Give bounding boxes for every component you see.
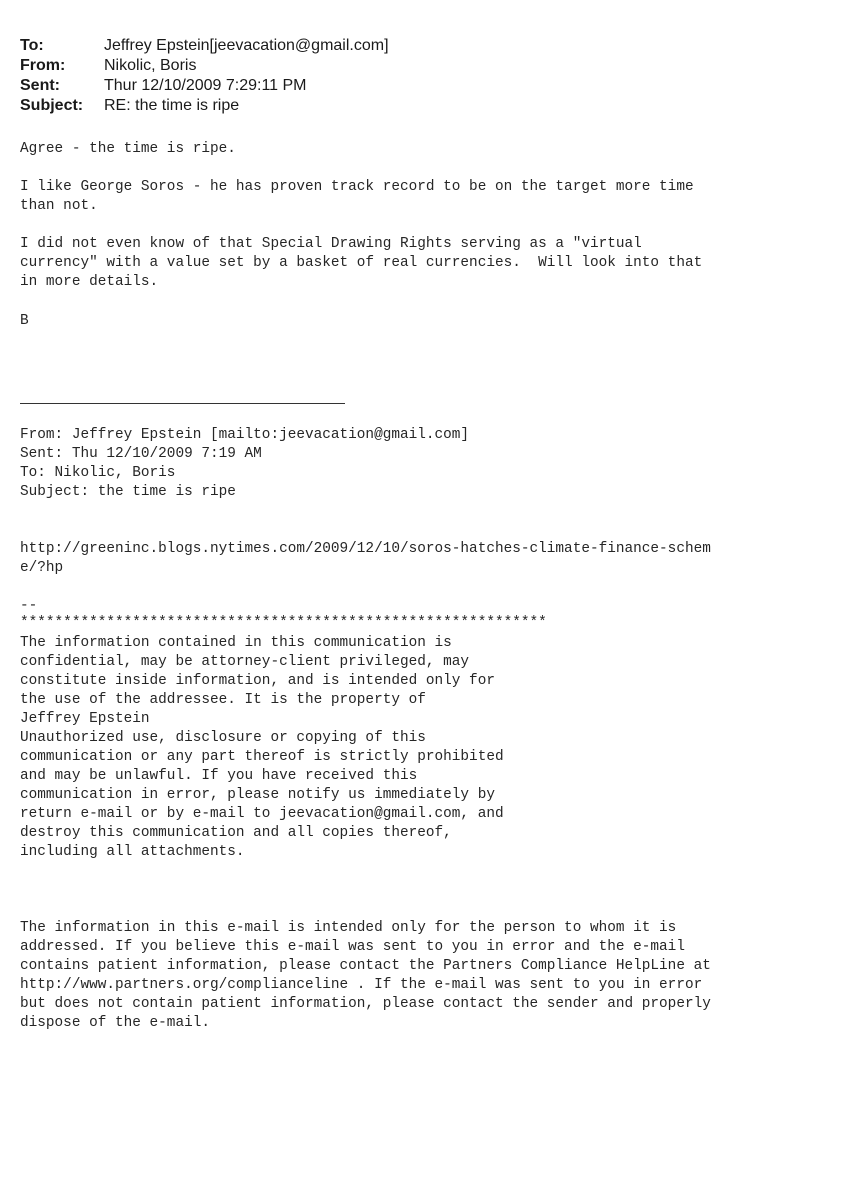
- signature-stars: *************************************************************: [20, 615, 547, 631]
- original-subject: Subject: the time is ripe: [20, 484, 236, 500]
- reply-signature: B: [20, 313, 29, 329]
- disclaimer-1-line-12: including all attachments.: [20, 844, 245, 860]
- article-link-line-2[interactable]: e/?hp: [20, 560, 64, 576]
- disclaimer-2-line-1: The information in this e-mail is intended only for the person to whom it is: [20, 920, 677, 936]
- disclaimer-1-line-8: and may be unlawful. If you have received this: [20, 768, 418, 784]
- to-label: To:: [20, 37, 44, 54]
- disclaimer-1-line-9: communication in error, please notify us immediately by: [20, 787, 495, 803]
- disclaimer-2-line-4: http://www.partners.org/complianceline . If the e-mail was sent to you in error: [20, 977, 703, 993]
- reply-paragraph-1: Agree - the time is ripe.: [20, 141, 236, 157]
- from-value: Nikolic, Boris: [104, 57, 197, 74]
- disclaimer-1-line-1: The information contained in this communication is: [20, 635, 452, 651]
- disclaimer-2-line-6: dispose of the e-mail.: [20, 1015, 210, 1031]
- reply-paragraph-3-line-1: I did not even know of that Special Drawing Rights serving as a "virtual: [20, 236, 642, 252]
- reply-paragraph-3-line-2: currency" with a value set by a basket of real currencies. Will look into that: [20, 255, 703, 271]
- header-to-row: [20, 36, 389, 56]
- article-link-line-1[interactable]: http://greeninc.blogs.nytimes.com/2009/12/10/soros-hatches-climate-finance-schem: [20, 541, 711, 557]
- from-label: From:: [20, 57, 66, 74]
- disclaimer-1-line-7: communication or any part thereof is strictly prohibited: [20, 749, 504, 765]
- email-header: [20, 36, 389, 116]
- header-sent-row: [20, 76, 389, 96]
- sent-label: Sent:: [20, 77, 60, 94]
- header-subject-row: [20, 96, 389, 116]
- original-from: From: Jeffrey Epstein [mailto:jeevacation@gmail.com]: [20, 427, 470, 443]
- quote-divider: [20, 403, 345, 404]
- reply-paragraph-2-line-1: I like George Soros - he has proven track record to be on the target more time: [20, 179, 694, 195]
- disclaimer-1-line-4: the use of the addressee. It is the property of: [20, 692, 426, 708]
- disclaimer-1-line-10: return e-mail or by e-mail to jeevacation@gmail.com, and: [20, 806, 504, 822]
- header-from-row: [20, 56, 389, 76]
- original-sent: Sent: Thu 12/10/2009 7:19 AM: [20, 446, 262, 462]
- reply-paragraph-3-line-3: in more details.: [20, 274, 159, 290]
- disclaimer-1-line-5: Jeffrey Epstein: [20, 711, 150, 727]
- to-value: Jeffrey Epstein[jeevacation@gmail.com]: [104, 37, 389, 54]
- disclaimer-2-line-5: but does not contain patient information, please contact the sender and properly: [20, 996, 711, 1012]
- disclaimer-2-line-2: addressed. If you believe this e-mail was sent to you in error and the e-mail: [20, 939, 685, 955]
- subject-label: Subject:: [20, 97, 84, 114]
- disclaimer-2-line-3: contains patient information, please contact the Partners Compliance HelpLine at: [20, 958, 711, 974]
- subject-value: RE: the time is ripe: [104, 97, 240, 114]
- disclaimer-1-line-11: destroy this communication and all copies thereof,: [20, 825, 452, 841]
- disclaimer-1-line-6: Unauthorized use, disclosure or copying of this: [20, 730, 426, 746]
- disclaimer-1-line-2: confidential, may be attorney-client privileged, may: [20, 654, 470, 670]
- reply-paragraph-2-line-2: than not.: [20, 198, 98, 214]
- original-to: To: Nikolic, Boris: [20, 465, 176, 481]
- disclaimer-1-line-3: constitute inside information, and is intended only for: [20, 673, 495, 689]
- signature-dashes: --: [20, 598, 38, 614]
- sent-value: Thur 12/10/2009 7:29:11 PM: [104, 77, 307, 94]
